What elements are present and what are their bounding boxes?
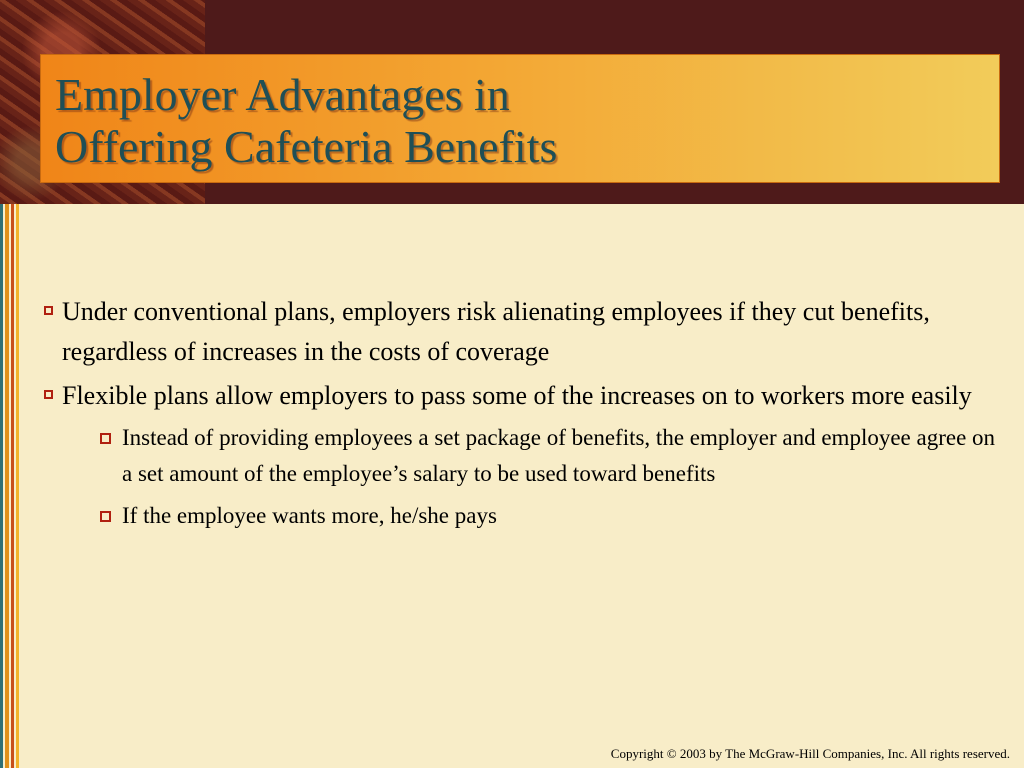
slide-body bbox=[40, 292, 1000, 540]
hollow-square-icon bbox=[100, 511, 111, 522]
bullet-item bbox=[40, 376, 1000, 416]
hollow-square-icon bbox=[44, 306, 53, 315]
title-banner bbox=[40, 54, 1000, 183]
bullet-text: Under conventional plans, employers risk alienating employees if they cut benefits, regardless of increases in the costs of coverage bbox=[62, 297, 930, 366]
sub-bullet-text: If the employee wants more, he/she pays bbox=[122, 503, 497, 528]
hollow-square-icon bbox=[100, 433, 111, 444]
copyright-footer: Copyright © 2003 by The McGraw-Hill Companies, Inc. All rights reserved. bbox=[610, 746, 1010, 761]
bullet-text: Flexible plans allow employers to pass some of the increases on to workers more easily bbox=[62, 381, 972, 410]
title-line-1: Employer Advantages in bbox=[55, 69, 510, 120]
decorative-side-stripes bbox=[0, 204, 22, 768]
hollow-square-icon bbox=[44, 390, 53, 399]
title-line-2: Offering Cafeteria Benefits bbox=[55, 121, 558, 172]
sub-bullet-item bbox=[100, 498, 1000, 534]
slide-title bbox=[55, 69, 557, 173]
sub-bullet-item bbox=[100, 420, 1000, 492]
bullet-item bbox=[40, 292, 1000, 372]
sub-bullet-text: Instead of providing employees a set package of benefits, the employer and employee agree on a set amount of the employee’s salary to be used toward benefits bbox=[122, 425, 996, 486]
